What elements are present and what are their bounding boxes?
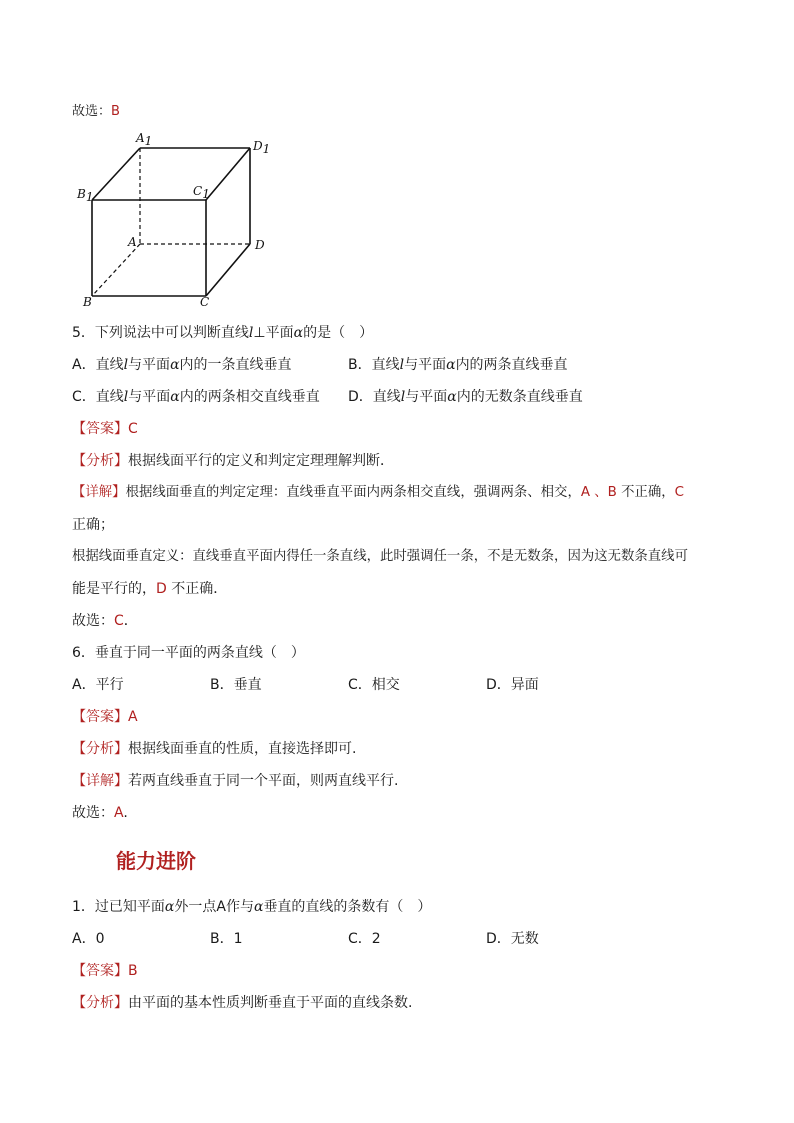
p1-var-alpha-2: α xyxy=(253,899,264,915)
p1-answer xyxy=(72,961,138,981)
detail-text-4: 能是平行的， xyxy=(72,581,156,597)
answer-value: C xyxy=(128,421,138,437)
q5-c-post: 内的两条相交直线垂直 xyxy=(179,389,320,405)
q6-detail xyxy=(72,771,398,791)
edge-D1C1 xyxy=(206,148,250,200)
detail-ref-c: C xyxy=(674,485,685,500)
hidden-edge-AB xyxy=(92,244,140,296)
p1-option-a: A．0 xyxy=(72,931,105,947)
q5-a-mid: 与平面 xyxy=(128,357,171,373)
q5-stem-mid: 平面 xyxy=(265,325,294,341)
q6-answer xyxy=(72,707,138,727)
choice-prefix: 故选： xyxy=(72,805,114,821)
answer-value: A xyxy=(128,709,138,725)
p1-option-d: D．无数 xyxy=(486,931,539,947)
q5-d-l: l xyxy=(400,389,406,405)
q5-option-b xyxy=(348,355,568,375)
q6-option-a: A．平行 xyxy=(72,677,124,693)
q5-option-c xyxy=(72,387,320,407)
answer-value: B xyxy=(128,963,138,979)
choice-value: C xyxy=(114,613,124,629)
q5-choice xyxy=(72,611,138,631)
section-title: 能力进阶 xyxy=(116,849,196,873)
q5-var-alpha: α xyxy=(293,325,304,341)
label-A: A xyxy=(128,235,137,249)
q5-a-pre: A．直线 xyxy=(72,357,124,373)
q5-b-post: 内的两条直线垂直 xyxy=(455,357,568,373)
detail-text-b: 不正确， xyxy=(616,485,675,500)
q5-c-l: l xyxy=(123,389,129,405)
q5-a-post: 内的一条直线垂直 xyxy=(179,357,292,373)
q5-option-d xyxy=(348,387,583,407)
q5-option-a xyxy=(72,355,292,375)
q6-option-d: D．异面 xyxy=(486,677,539,693)
q6-option-b: B．垂直 xyxy=(210,677,262,693)
q5-b-pre: B．直线 xyxy=(348,357,400,373)
p1-var-alpha: α xyxy=(164,899,175,915)
p1-stem-post: 垂直的直线的条数有（ ） xyxy=(263,899,432,915)
choice-end: ． xyxy=(123,613,138,629)
q6-analysis xyxy=(72,739,356,759)
q5-answer xyxy=(72,419,138,439)
q5-c-mid: 与平面 xyxy=(128,389,171,405)
q5-detail-line-4 xyxy=(72,579,227,599)
analysis-text: 由平面的基本性质判断垂直于平面的直线条数. xyxy=(128,995,413,1011)
detail-ref-ab: A 、B xyxy=(580,485,617,500)
analysis-tag: 【分析】 xyxy=(72,453,128,469)
q5-c-alpha: α xyxy=(170,389,180,405)
q5-detail-line-3 xyxy=(72,547,688,567)
label-B: B xyxy=(83,295,92,308)
top-choice-line xyxy=(72,102,120,122)
choice-end: . xyxy=(123,805,128,821)
detail-tag: 【详解】 xyxy=(72,485,126,500)
q5-c-pre: C．直线 xyxy=(72,389,124,405)
p1-stem-mid: 外一点A作与 xyxy=(174,899,254,915)
q5-b-l: l xyxy=(399,357,405,373)
q5-stem-pre: 5．下列说法中可以判断直线 xyxy=(72,325,249,341)
q5-analysis xyxy=(72,451,394,471)
choice-value: A xyxy=(114,805,124,821)
p1-analysis xyxy=(72,993,412,1013)
label-C1: C1 xyxy=(193,184,210,201)
q6-choice xyxy=(72,803,128,823)
q5-b-mid: 与平面 xyxy=(404,357,447,373)
label-D: D xyxy=(255,238,265,252)
answer-tag: 【答案】 xyxy=(72,709,128,725)
q5-a-l: l xyxy=(123,357,129,373)
q5-a-alpha: α xyxy=(170,357,180,373)
label-C: C xyxy=(200,295,210,308)
analysis-tag: 【分析】 xyxy=(72,741,128,757)
label-D1: D1 xyxy=(253,139,271,156)
detail-text-2: 正确； xyxy=(72,517,114,533)
detail-text: 若两直线垂直于同一个平面，则两直线平行. xyxy=(128,773,399,789)
analysis-text: 根据线面垂直的性质，直接选择即可. xyxy=(128,741,357,757)
q5-d-alpha: α xyxy=(447,389,457,405)
choice-value: B xyxy=(111,104,120,119)
q5-d-mid: 与平面 xyxy=(405,389,448,405)
q5-d-pre: D．直线 xyxy=(348,389,401,405)
q5-stem xyxy=(72,323,373,343)
q5-detail-line-2 xyxy=(72,515,114,535)
detail-text-3: 根据线面垂直定义：直线垂直平面内得任一条直线，此时强调任一条，不是无数条，因为这无数条直线可 xyxy=(72,549,688,564)
p1-option-c: C．2 xyxy=(348,931,381,947)
analysis-text: 根据线面平行的定义和判定定理理解判断． xyxy=(128,453,394,469)
analysis-tag: 【分析】 xyxy=(72,995,128,1011)
detail-tag: 【详解】 xyxy=(72,773,128,789)
edge-A1B1 xyxy=(92,148,140,200)
p1-option-b: B．1 xyxy=(210,931,243,947)
detail-ref-d: D xyxy=(156,581,167,597)
q6-option-c: C．相交 xyxy=(348,677,400,693)
choice-prefix: 故选： xyxy=(72,613,114,629)
q5-detail-line-1 xyxy=(72,483,684,503)
q5-stem-post: 的是（ ） xyxy=(303,325,374,341)
label-A1: A1 xyxy=(136,131,153,148)
q5-var-l: l xyxy=(248,325,254,341)
cube-figure xyxy=(72,128,292,308)
q5-d-post: 内的无数条直线垂直 xyxy=(456,389,583,405)
choice-prefix: 故选： xyxy=(72,104,112,119)
label-B1: B1 xyxy=(77,187,94,204)
edge-CD xyxy=(206,244,250,296)
q6-stem xyxy=(72,643,305,663)
detail-text-4-post: 不正确． xyxy=(166,581,228,597)
detail-text: 根据线面垂直的判定定理：直线垂直平面内两条相交直线，强调两条、相交， xyxy=(125,485,581,500)
q5-perp: ⊥ xyxy=(253,325,266,341)
p1-stem xyxy=(72,897,431,917)
answer-tag: 【答案】 xyxy=(72,963,128,979)
q5-b-alpha: α xyxy=(446,357,456,373)
answer-tag: 【答案】 xyxy=(72,421,128,437)
p1-stem-pre: 1．过已知平面 xyxy=(72,899,165,915)
q6-stem-text: 6．垂直于同一平面的两条直线（ ） xyxy=(72,645,305,661)
